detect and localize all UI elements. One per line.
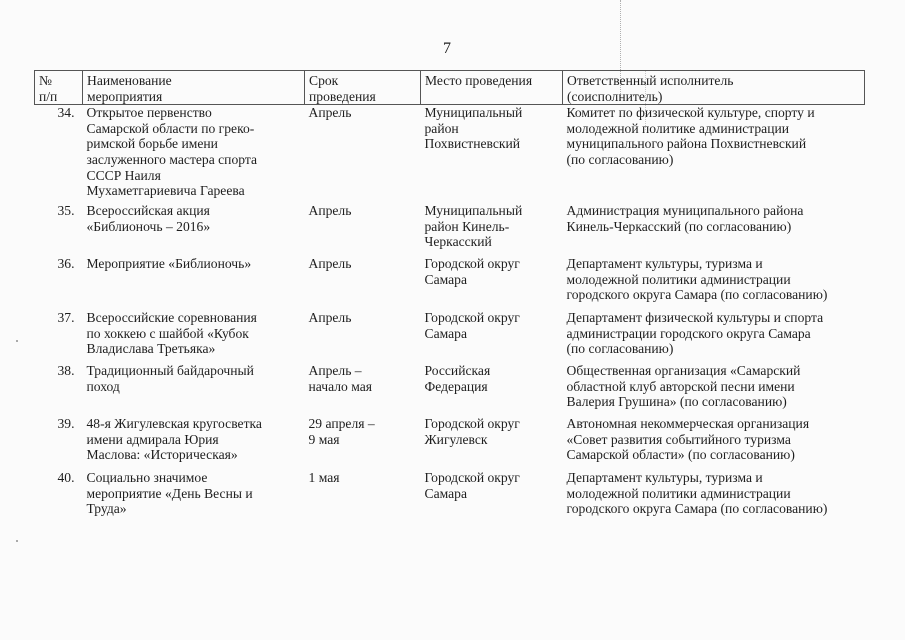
event-term: 29 апреля – 9 мая — [308, 416, 375, 447]
event-responsible: Общественная организация «Самарский областной клуб авторской песни имени Валерия Грушина» (по согласованию) — [566, 363, 801, 410]
table-row — [35, 363, 865, 416]
table-row — [35, 105, 865, 204]
row-number: 39. — [57, 416, 75, 432]
event-name: Открытое первенство Самарской области по греко- римской борьбе имени заслуженного мастера спорта СССР Наиля Мухаметгариевича Гареева — [86, 105, 258, 199]
event-name: Всероссийские соревнования по хоккею с шайбой «Кубок Владислава Третьяка» — [86, 310, 257, 357]
event-place: Городской округ Самара — [424, 256, 520, 287]
event-place: Муниципальный район Кинель- Черкасский — [424, 203, 523, 250]
row-number: 34. — [57, 105, 75, 121]
event-term: 1 мая — [308, 470, 340, 486]
event-place: Городской округ Самара — [424, 310, 520, 341]
event-responsible: Департамент культуры, туризма и молодежной политики администрации городского округа Самара (по согласованию) — [566, 470, 828, 517]
event-place: Российская Федерация — [424, 363, 491, 394]
event-responsible: Администрация муниципального района Кинель-Черкасский (по согласованию) — [566, 203, 804, 234]
table-row — [35, 256, 865, 310]
event-place: Городской округ Самара — [424, 470, 520, 501]
table-row — [35, 310, 865, 363]
event-responsible: Автономная некоммерческая организация «Совет развития событийного туризма Самарской области» (по согласованию) — [566, 416, 810, 463]
row-number: 35. — [57, 203, 75, 219]
event-name: Традиционный байдарочный поход — [86, 363, 254, 394]
event-name: 48-я Жигулевская кругосветка имени адмирала Юрия Маслова: «Историческая» — [86, 416, 262, 463]
header-event-name: Наименование мероприятия — [83, 71, 305, 105]
row-number: 40. — [57, 470, 75, 486]
scan-speck — [16, 540, 18, 542]
event-term: Апрель — [308, 256, 352, 272]
header-responsible: Ответственный исполнитель (соисполнитель) — [563, 71, 865, 105]
row-number: 38. — [57, 363, 75, 379]
table-row — [35, 203, 865, 256]
row-number: 37. — [57, 310, 75, 326]
events-table — [34, 70, 865, 523]
event-name: Мероприятие «Библионочь» — [86, 256, 252, 272]
event-term: Апрель – начало мая — [308, 363, 373, 394]
table-header-row — [35, 71, 865, 105]
event-name: Всероссийская акция «Библионочь – 2016» — [86, 203, 211, 234]
event-responsible: Комитет по физической культуре, спорту и молодежной политике администрации муниципального района Похвистневский (по согласованию) — [566, 105, 815, 167]
header-term: Срок проведения — [305, 71, 421, 105]
event-place: Городской округ Жигулевск — [424, 416, 520, 447]
event-term: Апрель — [308, 105, 352, 121]
page-number: 7 — [443, 40, 451, 57]
table-row — [35, 470, 865, 523]
event-term: Апрель — [308, 203, 352, 219]
event-name: Социально значимое мероприятие «День Весны и Труда» — [86, 470, 253, 517]
table-row — [35, 416, 865, 470]
row-number: 36. — [57, 256, 75, 272]
scan-speck — [16, 340, 18, 342]
event-term: Апрель — [308, 310, 352, 326]
header-number: № п/п — [35, 71, 83, 105]
event-place: Муниципальный район Похвистневский — [424, 105, 523, 152]
event-responsible: Департамент физической культуры и спорта администрации городского округа Самара (по согласованию) — [566, 310, 824, 357]
event-responsible: Департамент культуры, туризма и молодежной политики администрации городского округа Самара (по согласованию) — [566, 256, 828, 303]
header-place: Место проведения — [421, 71, 563, 105]
